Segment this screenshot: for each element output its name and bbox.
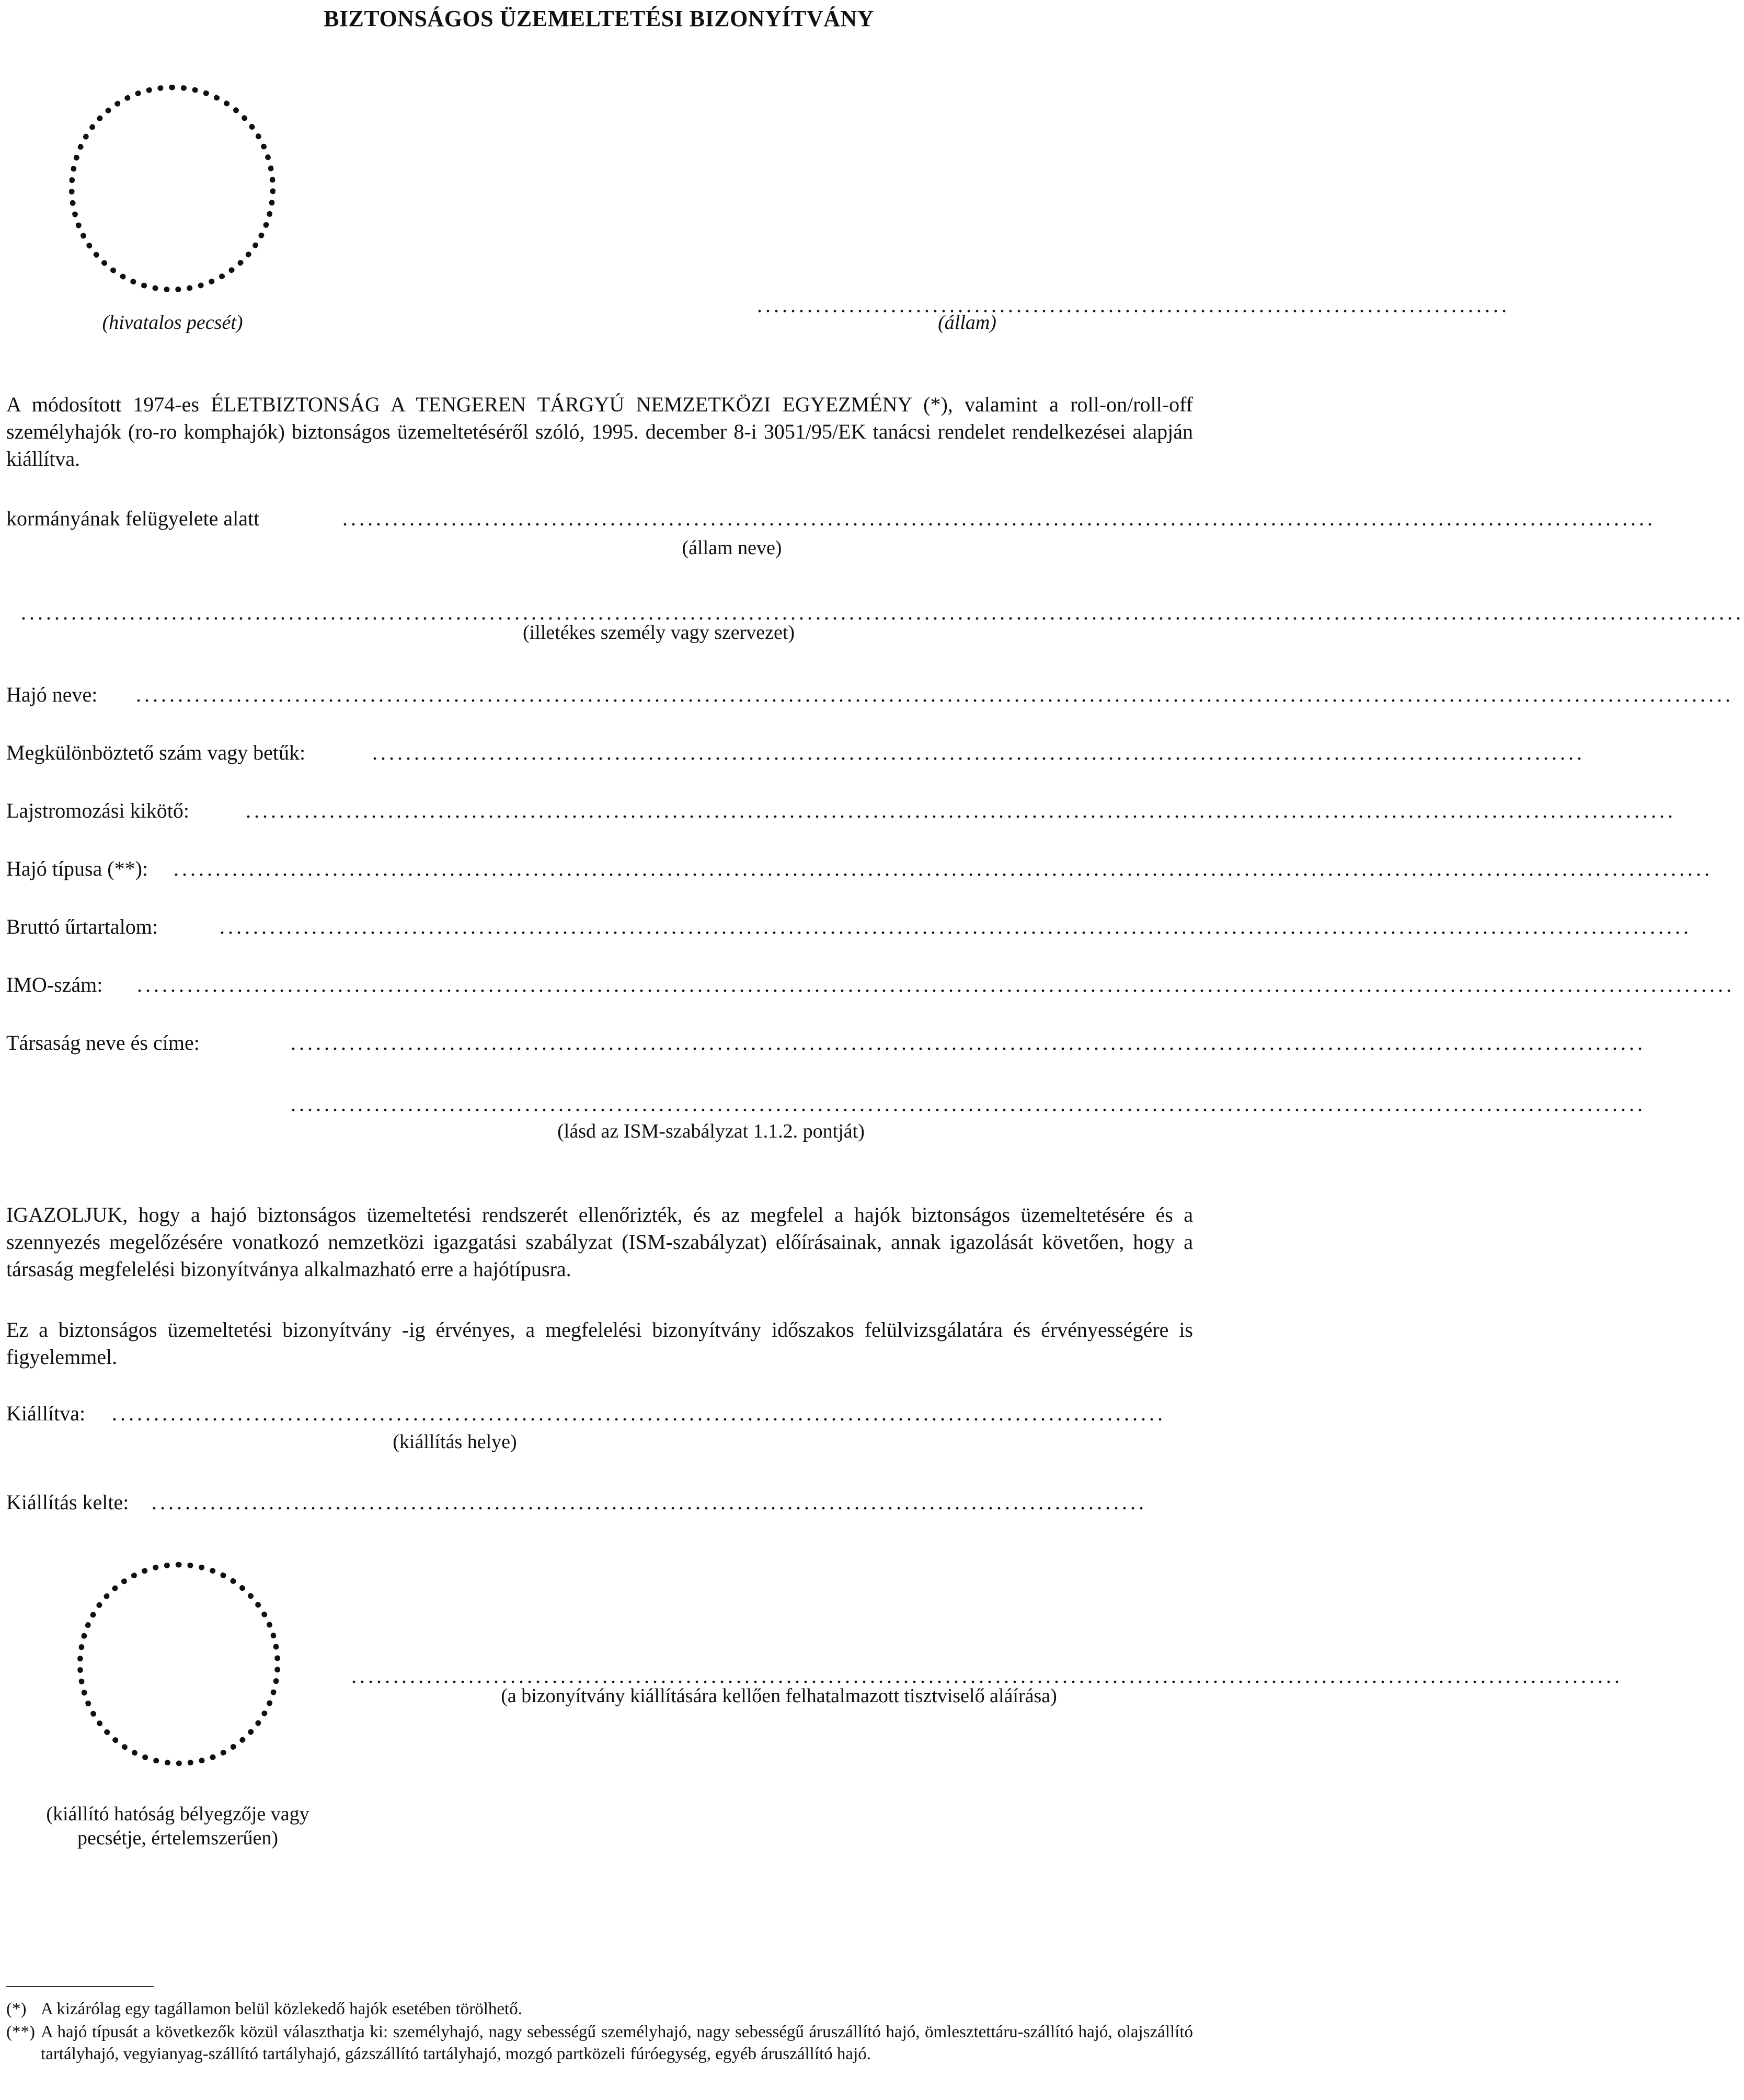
- issuing-authority-stamp-placeholder: [77, 1562, 280, 1766]
- issue-date-dotted-line: .......................................................................................................................: [152, 1490, 1147, 1514]
- footnote-1-text: A kizárólag egy tagállamon belül közlekedő hajók esetében törölhető.: [41, 2000, 522, 2018]
- imo-number-label: IMO-szám:: [6, 973, 103, 996]
- ship-type-dotted-line: ........................................................................................................................................................................................: [174, 857, 1713, 880]
- stamp-caption-line1: (kiállító hatóság bélyegzője vagy: [46, 1803, 309, 1825]
- port-of-registry-dotted-line: ...........................................................................................................................................................................: [246, 799, 1676, 822]
- official-seal-placeholder: [69, 85, 276, 292]
- issue-date-label: Kiállítás kelte:: [6, 1490, 129, 1514]
- state-caption: (állam): [938, 312, 996, 334]
- authority-dotted-line: .............................................................................................................................................................: [342, 507, 1656, 530]
- imo-number-dotted-line: ...............................................................................................................................................................................................: [137, 973, 1735, 996]
- company-caption: (lásd az ISM-szabályzat 1.1.2. pontját): [557, 1120, 865, 1142]
- gross-tonnage-label: Bruttó űrtartalom:: [6, 915, 158, 938]
- certificate-title: BIZTONSÁGOS ÜZEMELTETÉSI BIZONYÍTVÁNY: [324, 6, 874, 31]
- state-dotted-line: ..........................................................................................: [757, 293, 1510, 317]
- company-dotted-line-1: ..................................................................................................................................................................: [291, 1031, 1646, 1054]
- footnote-1-marker: (*): [6, 2000, 27, 2018]
- signature-dotted-line: ........................................................................................................................................................: [351, 1664, 1623, 1688]
- person-caption: (illetékes személy vagy szervezet): [522, 622, 795, 644]
- person-dotted-line: ..............................................................................................................................................................................................................: [21, 601, 1744, 624]
- footnote-separator: [6, 1986, 154, 1987]
- footnote-2-marker: (**): [6, 2023, 35, 2041]
- ship-name-dotted-line: ...............................................................................................................................................................................................: [136, 683, 1734, 706]
- ship-name-label: Hajó neve:: [6, 683, 98, 706]
- footnote-2-text: A hajó típusát a következők közül választhatja ki: személyhajó, nagy sebességű személyhajó, nagy sebességű áruszállító hajó, ömlesztettáru-szállító hajó, olajszállító tartályhajó, vegyianyag-szállító tartályhajó, gázszállító tartályhajó, mozgó partközeli fúróegység, egyéb áruszállító hajó.: [41, 2023, 1193, 2063]
- state-name-caption: (állam neve): [682, 537, 782, 559]
- seal-caption: (hivatalos pecsét): [102, 312, 243, 334]
- company-dotted-line-2: ..................................................................................................................................................................: [291, 1092, 1646, 1116]
- authority-label: kormányának felügyelete alatt: [6, 507, 260, 530]
- issue-place-caption: (kiállítás helye): [393, 1431, 517, 1453]
- gross-tonnage-dotted-line: ................................................................................................................................................................................: [220, 915, 1692, 938]
- ship-type-label: Hajó típusa (**):: [6, 857, 148, 880]
- port-of-registry-label: Lajstromozási kikötő:: [6, 799, 189, 822]
- stamp-caption-line2: pecsétje, értelemszerűen): [77, 1827, 278, 1849]
- intro-paragraph: A módosított 1974-es ÉLETBIZTONSÁG A TENGEREN TÁRGYÚ NEMZETKÖZI EGYEZMÉNY (*), valamint a roll-on/roll-off személyhajók (ro-ro komphajók) biztonságos üzemeltetéséről szóló, 1995. december 8-i 3051/95/EK tanácsi rendelet rendelkezései alapján kiállítva.: [6, 393, 1193, 471]
- certify-paragraph: IGAZOLJUK, hogy a hajó biztonságos üzemeltetési rendszerét ellenőrizték, és az megfelel a hajók biztonságos üzemeltetésére és a szennyezés megelőzésére vonatkozó nemzetközi igazgatási szabályzat (ISM-szabályzat) előírásainak, annak igazolását követően, hogy a társaság megfelelési bizonyítványa alkalmazható erre a hajótípusra.: [6, 1203, 1193, 1281]
- distinctive-number-label: Megkülönböztető szám vagy betűk:: [6, 741, 306, 764]
- issue-place-label: Kiállítva:: [6, 1402, 86, 1425]
- validity-paragraph: Ez a biztonságos üzemeltetési bizonyítvány -ig érvényes, a megfelelési bizonyítvány időszakos felülvizsgálatára és érvényességére is figyelemmel.: [6, 1318, 1193, 1369]
- distinctive-number-dotted-line: .................................................................................................................................................: [372, 741, 1585, 764]
- signature-caption: (a bizonyítvány kiállítására kellően felhatalmazott tisztviselő aláírása): [501, 1685, 1057, 1707]
- company-label: Társaság neve és címe:: [6, 1031, 200, 1054]
- issue-place-dotted-line: ..............................................................................................................................: [112, 1402, 1166, 1425]
